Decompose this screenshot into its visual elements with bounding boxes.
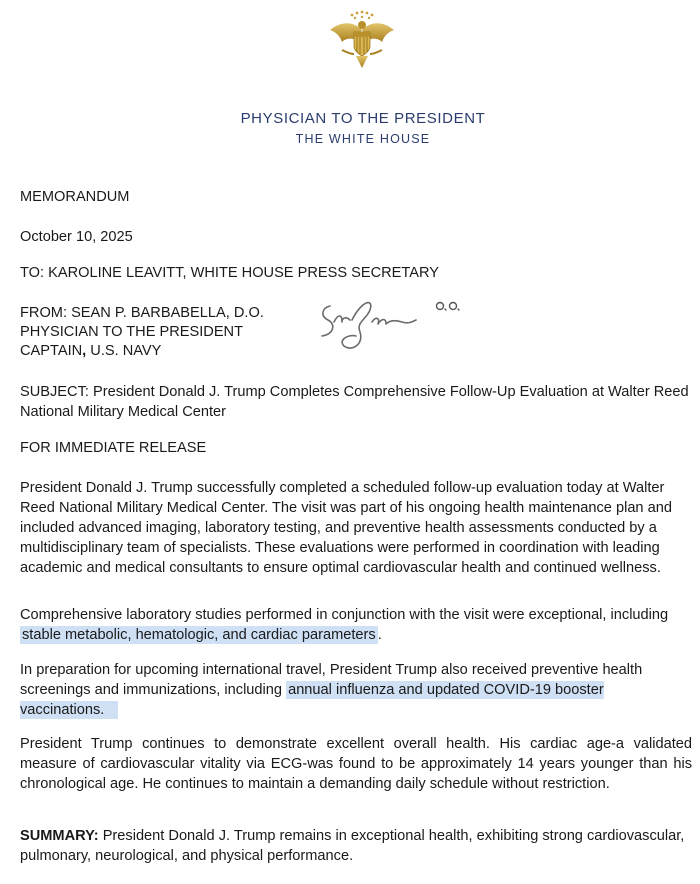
memo-date: October 10, 2025 [20, 229, 133, 245]
release-line: FOR IMMEDIATE RELEASE [20, 440, 207, 456]
p2-text: Comprehensive laboratory studies performed in conjunction with the visit were exceptional, including [20, 607, 669, 623]
letterhead-office: PHYSICIAN TO THE PRESIDENT [240, 110, 486, 127]
memo-to: TO: KAROLINE LEAVITT, WHITE HOUSE PRESS SECRETARY [20, 265, 439, 281]
memo-from-title: PHYSICIAN TO THE PRESIDENT [20, 324, 244, 340]
p3-highlight: annual influenza and updated COVID-19 booster vaccinations. [20, 682, 604, 718]
summary [20, 826, 692, 866]
p2-highlight: stable metabolic, hematologic, and cardiac parameters [22, 627, 376, 643]
paragraph-4: President Trump continues to demonstrate excellent overall health. His cardiac age-a validated measure of cardiovascular vitality via ECG-was found to be approximately 14 years younger than his chronological age. He continues to maintain a demanding daily schedule without restriction. [20, 736, 692, 792]
paragraph-3 [20, 660, 692, 720]
memo-from-rank [20, 343, 161, 359]
letterhead-house: THE WHITE HOUSE [295, 132, 431, 146]
rank-navy: U.S. NAVY [90, 343, 162, 359]
eagle-seal-icon [326, 8, 398, 72]
paragraph-2 [20, 605, 692, 645]
memo-from: FROM: SEAN P. BARBABELLA, D.O. [20, 305, 264, 321]
memo-type: MEMORANDUM [20, 189, 130, 205]
rank-comma: , [82, 343, 87, 359]
summary-label: SUMMARY: [20, 828, 99, 844]
p2-end: . [377, 627, 382, 643]
p3-text: In preparation for upcoming international travel, President Trump also received preventive health screenings and immunizations, including [20, 662, 643, 698]
signature-image [312, 292, 482, 362]
memo-subject: SUBJECT: President Donald J. Trump Completes Comprehensive Follow-Up Evaluation at Walter Reed National Military Medical Center [20, 384, 689, 420]
paragraph-1: President Donald J. Trump successfully completed a scheduled follow-up evaluation today at Walter Reed National Military Medical Center. The visit was part of his ongoing health maintenance plan and included advanced imaging, laboratory testing, and preventive health assessments conducted by a multidisciplinary team of specialists. These evaluations were performed in coordination with leading academic and medical consultants to ensure optimal cardiovascular health and continued wellness. [20, 480, 672, 576]
summary-text: President Donald J. Trump remains in exceptional health, exhibiting strong cardiovascular, pulmonary, neurological, and physical performance. [20, 828, 685, 864]
rank-captain: CAPTAIN [20, 343, 83, 359]
